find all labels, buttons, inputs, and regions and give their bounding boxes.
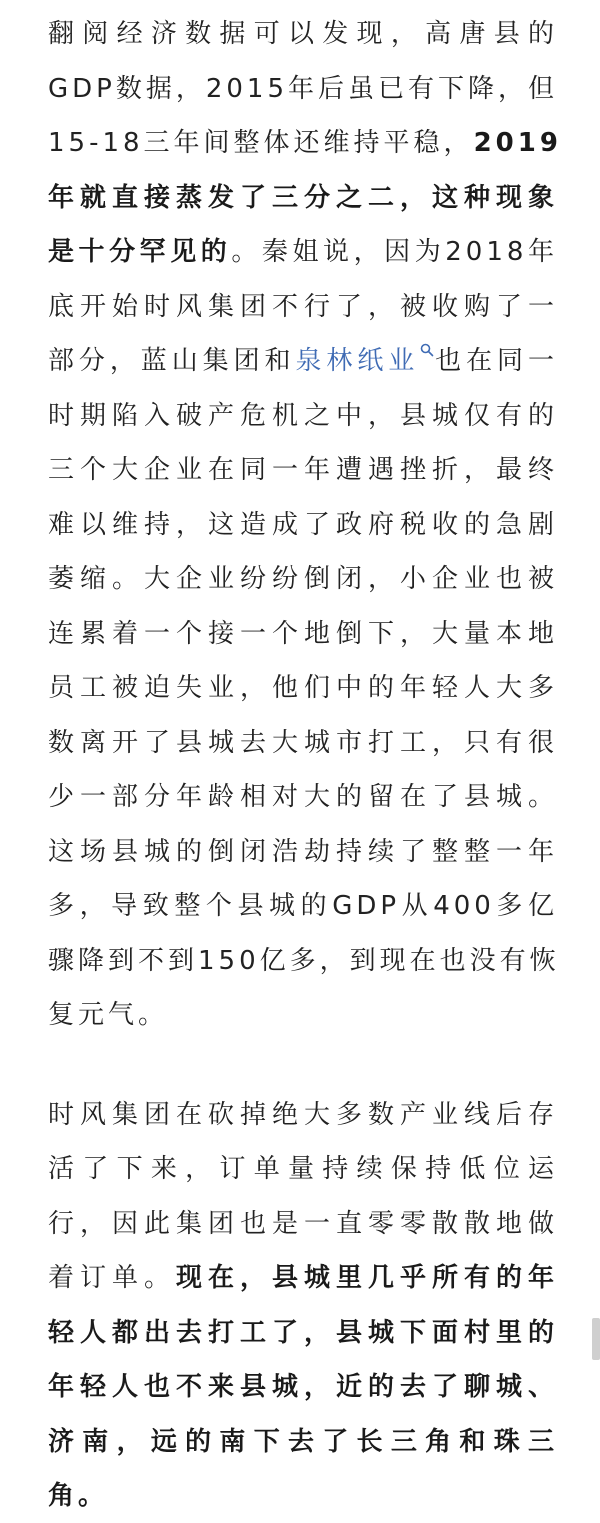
text-line <box>48 995 558 1035</box>
text-line <box>48 396 558 436</box>
bold-text: 轻人都出去打工了，县城下面村里的 <box>48 1317 558 1348</box>
body-text: 数离开了县城去大城市打工，只有很 <box>48 727 558 758</box>
body-text: 时风集团在砍掉绝大多数产业线后存 <box>48 1099 558 1130</box>
text-line <box>48 1422 558 1462</box>
body-text: 难以维持，这造成了政府税收的急剧 <box>48 509 558 540</box>
text-line <box>48 723 558 763</box>
body-text: GDP数据，2015年后虽已有下降，但 <box>48 73 559 104</box>
text-line <box>48 232 558 272</box>
text-line <box>48 1258 558 1298</box>
body-text: 翻阅经济数据可以发现，高唐县的 <box>48 19 558 49</box>
body-text: 三个大企业在同一年遭遇挫折，最终 <box>48 455 558 485</box>
body-text: 部分，蓝山集团和 <box>48 346 296 376</box>
body-text: 萎缩。大企业纷纷倒闭，小企业也被 <box>48 564 558 594</box>
text-line <box>48 832 558 872</box>
text-line <box>48 886 558 926</box>
text-line <box>48 1476 558 1516</box>
text-line <box>48 178 558 218</box>
text-line <box>48 1095 558 1135</box>
bold-text: 年就直接蒸发了三分之二，这种现象 <box>48 182 558 213</box>
text-line <box>48 69 558 109</box>
text-line <box>48 1367 558 1407</box>
body-text: 底开始时风集团不行了，被收购了一 <box>48 291 558 322</box>
body-text: 少一部分年龄相对大的留在了县城。 <box>48 782 558 812</box>
text-line <box>48 1204 558 1244</box>
text-line <box>48 777 558 817</box>
text-line <box>48 668 558 708</box>
bold-text: 是十分罕见的 <box>48 237 232 267</box>
body-text: 着订单。 <box>48 1263 176 1293</box>
text-line <box>48 450 558 490</box>
body-text: 。秦姐说，因为2018年 <box>231 237 558 267</box>
text-line <box>48 1149 558 1189</box>
body-text: 复元气。 <box>48 1000 169 1030</box>
search-icon[interactable] <box>420 343 434 357</box>
body-text: 行，因此集团也是一直零零散散地做 <box>48 1208 558 1239</box>
text-line <box>48 341 558 381</box>
body-text: 时期陷入破产危机之中，县城仅有的 <box>48 400 558 431</box>
keyword-link[interactable]: 泉林纸业 <box>295 346 420 376</box>
scrollbar-thumb[interactable] <box>592 1318 600 1360</box>
text-line <box>48 941 558 981</box>
bold-text: 2019 <box>473 128 562 158</box>
text-line <box>48 287 558 327</box>
body-text: 连累着一个接一个地倒下，大量本地 <box>48 618 558 649</box>
bold-text: 济南，远的南下去了长三角和珠三 <box>48 1426 558 1457</box>
body-text: 这场县城的倒闭浩劫持续了整整一年 <box>48 836 558 867</box>
text-line <box>48 505 558 545</box>
bold-text: 角。 <box>48 1481 109 1511</box>
text-line <box>48 14 558 54</box>
text-line <box>48 123 562 163</box>
bold-text: 年轻人也不来县城，近的去了聊城、 <box>48 1372 558 1402</box>
body-text: 员工被迫失业，他们中的年轻人大多 <box>48 673 558 703</box>
text-line <box>48 1313 558 1353</box>
body-text: 也在同一 <box>434 346 558 376</box>
body-text: 活了下来，订单量持续保持低位运 <box>48 1154 558 1184</box>
body-text: 多，导致整个县城的GDP从400多亿 <box>48 891 558 921</box>
body-text: 骤降到不到150亿多，到现在也没有恢 <box>48 945 560 976</box>
bold-text: 现在，县城里几乎所有的年 <box>176 1263 558 1293</box>
body-text: 15-18三年间整体还维持平稳， <box>48 128 474 158</box>
text-line <box>48 559 558 599</box>
text-line <box>48 614 558 654</box>
